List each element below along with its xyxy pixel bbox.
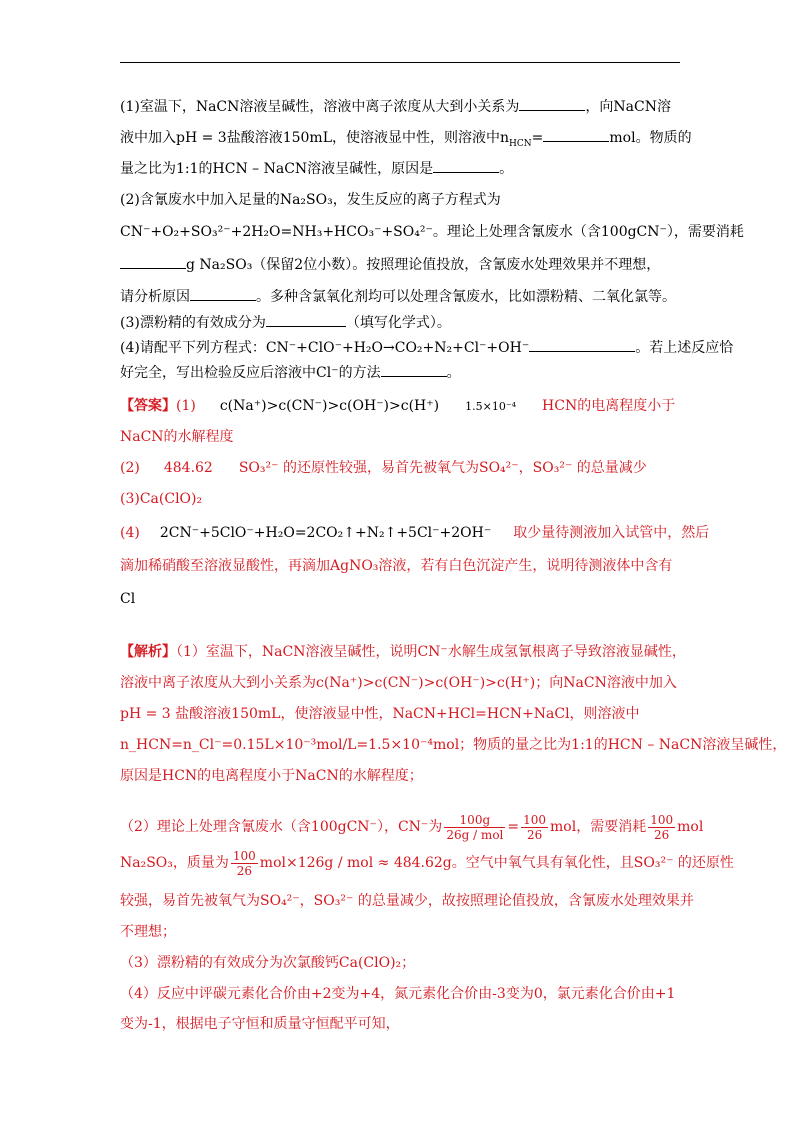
answer-line-7: Cl <box>120 591 136 607</box>
analysis-text-6a: （2）理论上处理含氰废水（含100gCN⁻）， <box>120 819 398 835</box>
analysis-line-10: （3）漂粉精的有效成分为次氯酸钙Ca(ClO)₂； <box>120 955 416 971</box>
q4-text-2: 。若上述反应恰 <box>635 340 734 356</box>
q1-text-3: 液中加入pH = 3盐酸溶液150mL，使溶液显中性，则溶液中n <box>120 130 510 146</box>
answer-2-value: 484.62 <box>163 460 213 476</box>
q4-text-4: 。 <box>446 365 461 381</box>
answer-4-text: 取少量待测液加入试管中，然后 <box>513 525 710 541</box>
q4-blank-eq <box>529 337 635 352</box>
answer-4-equation: 2CN⁻+5ClO⁻+H₂O=2CO₂↑+N₂↑+5Cl⁻+2OH⁻ <box>159 525 492 541</box>
answer-line-2: NaCN的水解程度 <box>120 429 234 445</box>
q2-line-2 <box>120 222 744 242</box>
q2-line-1: (2)含氰废水中加入足量的Na₂SO₃，发生反应的离子方程式为 <box>120 192 501 208</box>
q2-text-4: 请分析原因 <box>120 289 190 305</box>
analysis-line-2: 溶液中离子浓度从大到小关系为c(Na⁺)>c(CN⁻)>c(OH⁻)>c(H⁺)；向NaCN溶液中加入 <box>120 675 677 691</box>
analysis-text-1: （1）室温下，NaCN溶液呈碱性，说明CN⁻水解生成氢氰根离子导致溶液显碱性， <box>176 644 686 660</box>
analysis-line-5: 原因是HCN的电离程度小于NaCN的水解程度； <box>120 768 423 784</box>
answer-1-order: c(Na⁺)>c(CN⁻)>c(OH⁻)>c(H⁺) <box>219 398 440 414</box>
analysis-text-7a: Na₂SO₃，质量为 <box>120 855 229 871</box>
q1-text-6: 量之比为1:1的HCN – NaCN溶液呈碱性，原因是 <box>120 161 434 177</box>
answer-line-4: (3)Ca(ClO)₂ <box>120 491 203 507</box>
header-rule <box>120 62 680 63</box>
analysis-text-6e: mol <box>677 819 704 835</box>
analysis-line-4: n_HCN=n_Cl⁻=0.15L×10⁻³mol/L=1.5×10⁻⁴mol；物质的量之比为1:1的HCN – NaCN溶液呈碱性， <box>120 737 787 753</box>
q2-blank-reason <box>190 286 256 301</box>
analysis-tag: 【解析】 <box>120 644 176 660</box>
q1-text-7: 。 <box>499 161 514 177</box>
answer-1-num: (1) <box>176 398 196 414</box>
q2-blank-mass <box>120 254 186 269</box>
q1-text-2: ，向NaCN溶 <box>585 99 671 115</box>
q1-text-1: (1)室温下，NaCN溶液呈碱性，溶液中离子浓度从大到小关系为 <box>120 99 520 115</box>
q3-blank <box>266 312 346 327</box>
answer-1-value: 1.5×10⁻⁴ <box>465 400 517 413</box>
q2-text-3: g Na₂SO₃（保留2位小数）。按照理论值投放，含氰废水处理效果并不理想， <box>186 257 661 273</box>
q1-text-5: mol。物质的 <box>609 130 692 146</box>
answer-tag: 【答案】 <box>120 398 176 414</box>
q2-equation: CN⁻+O₂+SO₃²⁻+2H₂O=NH₃+HCO₃⁻+SO₄²⁻ <box>120 224 433 240</box>
analysis-line-11: （4）反应中评碳元素化合价由+2变为+4，氮元素化合价由-3变为0，氯元素化合价由+1 <box>120 986 676 1002</box>
analysis-text-6b: CN⁻为 <box>397 819 443 835</box>
analysis-text-6d: mol，需要消耗 <box>550 819 647 835</box>
q4-text-3: 好完全，写出检验反应后溶液中Cl⁻的方法 <box>120 365 381 381</box>
analysis-text-6c: = <box>507 819 520 835</box>
analysis-line-3: pH = 3 盐酸溶液150mL，使溶液显中性，NaCN+HCl=HCN+NaCl，则溶液中 <box>120 706 640 722</box>
answer-line-1 <box>120 396 675 417</box>
q4-line-1 <box>120 337 733 358</box>
q3-text-2: （填写化学式）。 <box>345 315 451 331</box>
analysis-line-12: 变为-1，根据电子守恒和质量守恒配平可知， <box>120 1016 400 1032</box>
answer-1-reason: HCN的电离程度小于 <box>542 398 676 414</box>
answer-4-num: (4) <box>120 525 140 541</box>
q1-blank-order <box>519 96 585 111</box>
fraction-1: $\frac{100g}{\text{26g / mol}}$ <box>446 812 504 842</box>
q1-sub-hcn: HCN <box>509 138 532 149</box>
q1-text-4: = <box>531 130 544 146</box>
answer-line-6: 滴加稀硝酸至溶液显酸性，再滴加AgNO₃溶液，若有白色沉淀产生，说明待测液体中含有 <box>120 558 673 574</box>
analysis-line-1 <box>120 642 686 662</box>
q1-blank-reason <box>433 158 499 173</box>
q2-text-2: 。理论上处理含氰废水（含100gCN⁻），需要消耗 <box>432 224 744 240</box>
fraction-3: $\frac{100}{26}$ <box>650 812 674 842</box>
analysis-line-7 <box>120 846 734 880</box>
analysis-line-6 <box>120 810 703 844</box>
q2-line-4 <box>120 286 676 307</box>
q4-blank-method <box>381 362 447 377</box>
q1-line-3 <box>120 158 513 179</box>
q1-line-1 <box>120 96 671 117</box>
q2-text-5: 。多种含氯氧化剂均可以处理含氰废水，比如漂粉精、二氧化氯等。 <box>256 289 676 305</box>
analysis-line-8: 较强，易首先被氧气为SO₄²⁻，SO₃²⁻ 的总量减少，故按照理论值投放，含氰废水处理效果并 <box>120 893 694 909</box>
q3-line-1 <box>120 312 451 333</box>
answer-line-5 <box>120 523 709 543</box>
q1-line-2 <box>120 127 692 148</box>
q2-line-3 <box>120 254 660 275</box>
analysis-text-7b: mol×126g / mol ≈ 484.62g。空气中氧气具有氧化性，且SO₃²⁻ 的还原性 <box>259 855 734 871</box>
q3-text-1: (3)漂粉精的有效成分为 <box>120 315 266 331</box>
fraction-4: $\frac{100}{26}$ <box>232 848 256 878</box>
q4-line-2 <box>120 362 461 383</box>
fraction-2: $\frac{100}{26}$ <box>523 812 547 842</box>
answer-line-3 <box>120 458 647 478</box>
answer-2-num: (2) <box>120 460 140 476</box>
q1-blank-n <box>543 127 609 142</box>
answer-2-text: SO₃²⁻ 的还原性较强，易首先被氧气为SO₄²⁻，SO₃²⁻ 的总量减少 <box>238 460 647 476</box>
analysis-line-9: 不理想； <box>120 924 176 940</box>
q4-text-1: (4)请配平下列方程式：CN⁻+ClO⁻+H₂O→CO₂+N₂+Cl⁻+OH⁻ <box>120 340 530 356</box>
